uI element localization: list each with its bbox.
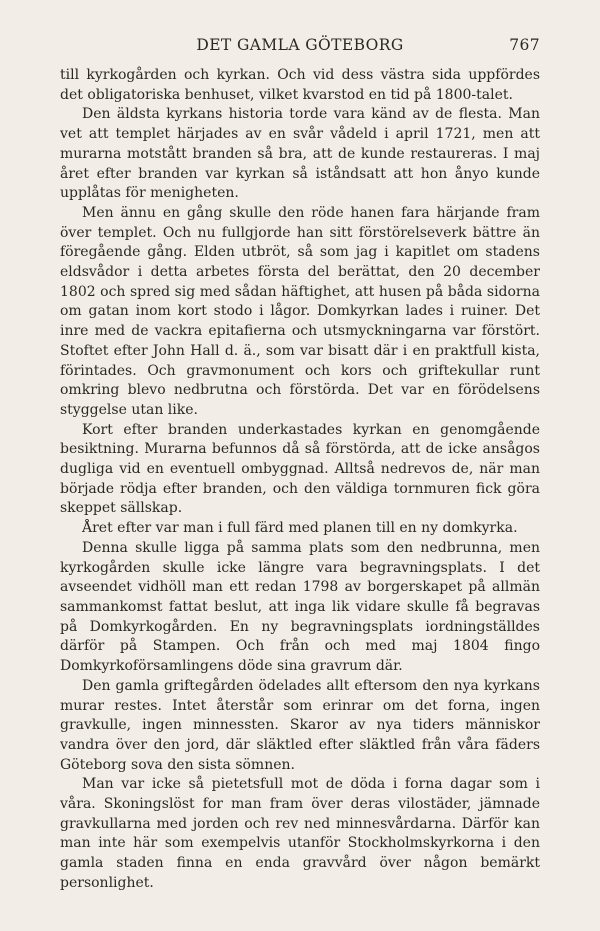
page-header (60, 36, 540, 58)
paragraph-7: Den gamla griftegården ödelades allt eftersom den nya kyrkans murar restes. Intet återstår som erinrar om det forna, ingen gravkulle, ingen minnessten. Skaror av nya tiders människor vandra över den jord, där släktled efter släktled från våra fäders Göteborg sova den sista sömnen. (60, 677, 540, 773)
paragraph-6: Denna skulle ligga på samma plats som den nedbrunna, men kyrkogården skulle icke längre vara begravningsplats. I det avseendet vidhöll man ett redan 1798 av borgerskapet på allmän sammankomst fattat beslut, att inga lik vidare skulle få begravas på Domkyrkogården. En ny begravningsplats iordningställdes därför på Stampen. Och från och med maj 1804 fingo Domkyrkoförsamlingens döde sina gravrum där. (60, 539, 540, 675)
paragraph-5: Året efter var man i full färd med planen till en ny domkyrka. (82, 520, 518, 537)
paragraph-4: Kort efter branden underkastades kyrkan en genomgående besiktning. Murarna befunnos då så förstörda, att de icke ansågos dugliga vid en eventuell ombyggnad. Alltså nedrevos de, när man började rödja efter branden, och den väldiga tornmuren fick göra skeppet sällskap. (60, 421, 540, 517)
paragraph-8: Man var icke så pietetsfull mot de döda i forna dagar som i våra. Skoningslöst for man fram över deras vilostäder, jämnade gravkullarna med jorden och rev ned minnesvårdarna. Därför kan man inte här som exempelvis utanför Stockholmskyrkorna i den gamla staden finna en enda gravvård över någon bemärkt personlighet. (60, 776, 540, 891)
page-number: 767 (509, 36, 540, 54)
body-text (60, 66, 540, 894)
paragraph-2: Den äldsta kyrkans historia torde vara känd av de flesta. Man vet att templet härjades av en svår vådeld i april 1721, men att murarna motstått branden så bra, att de kunde restaureras. I maj året efter branden var kyrkan så iståndsatt att hon ånyo kunde upplåtas för menigheten. (60, 106, 540, 202)
running-title: DET GAMLA GÖTEBORG (196, 36, 404, 54)
paragraph-3: Men ännu en gång skulle den röde hanen fara härjande fram över templet. Och nu fullgjorde han sitt förstörelseverk bättre än föregående gång. Elden utbröt, så som jag i kapitlet om stadens eldsvådor i detta arbetes första del berättat, den 20 december 1802 och spred sig med sådan häftighet, att husen på båda sidorna om gatan inom kort stodo i lågor. Domkyrkan lades i ruiner. Det inre med de vackra epitafierna och utsmyckningarna var förstört. Stoftet efter John Hall d. ä., som var bisatt där i en praktfull kista, förintades. Och gravmonument och kors och griftekullar runt omkring blevo nedbrutna och förstörda. Det var en förödelsens styggelse utan like. (60, 204, 540, 418)
paragraph-1: till kyrkogården och kyrkan. Och vid dess västra sida uppfördes det obligatoriska benhuset, vilket kvarstod en tid på 1800-talet. (60, 67, 540, 103)
